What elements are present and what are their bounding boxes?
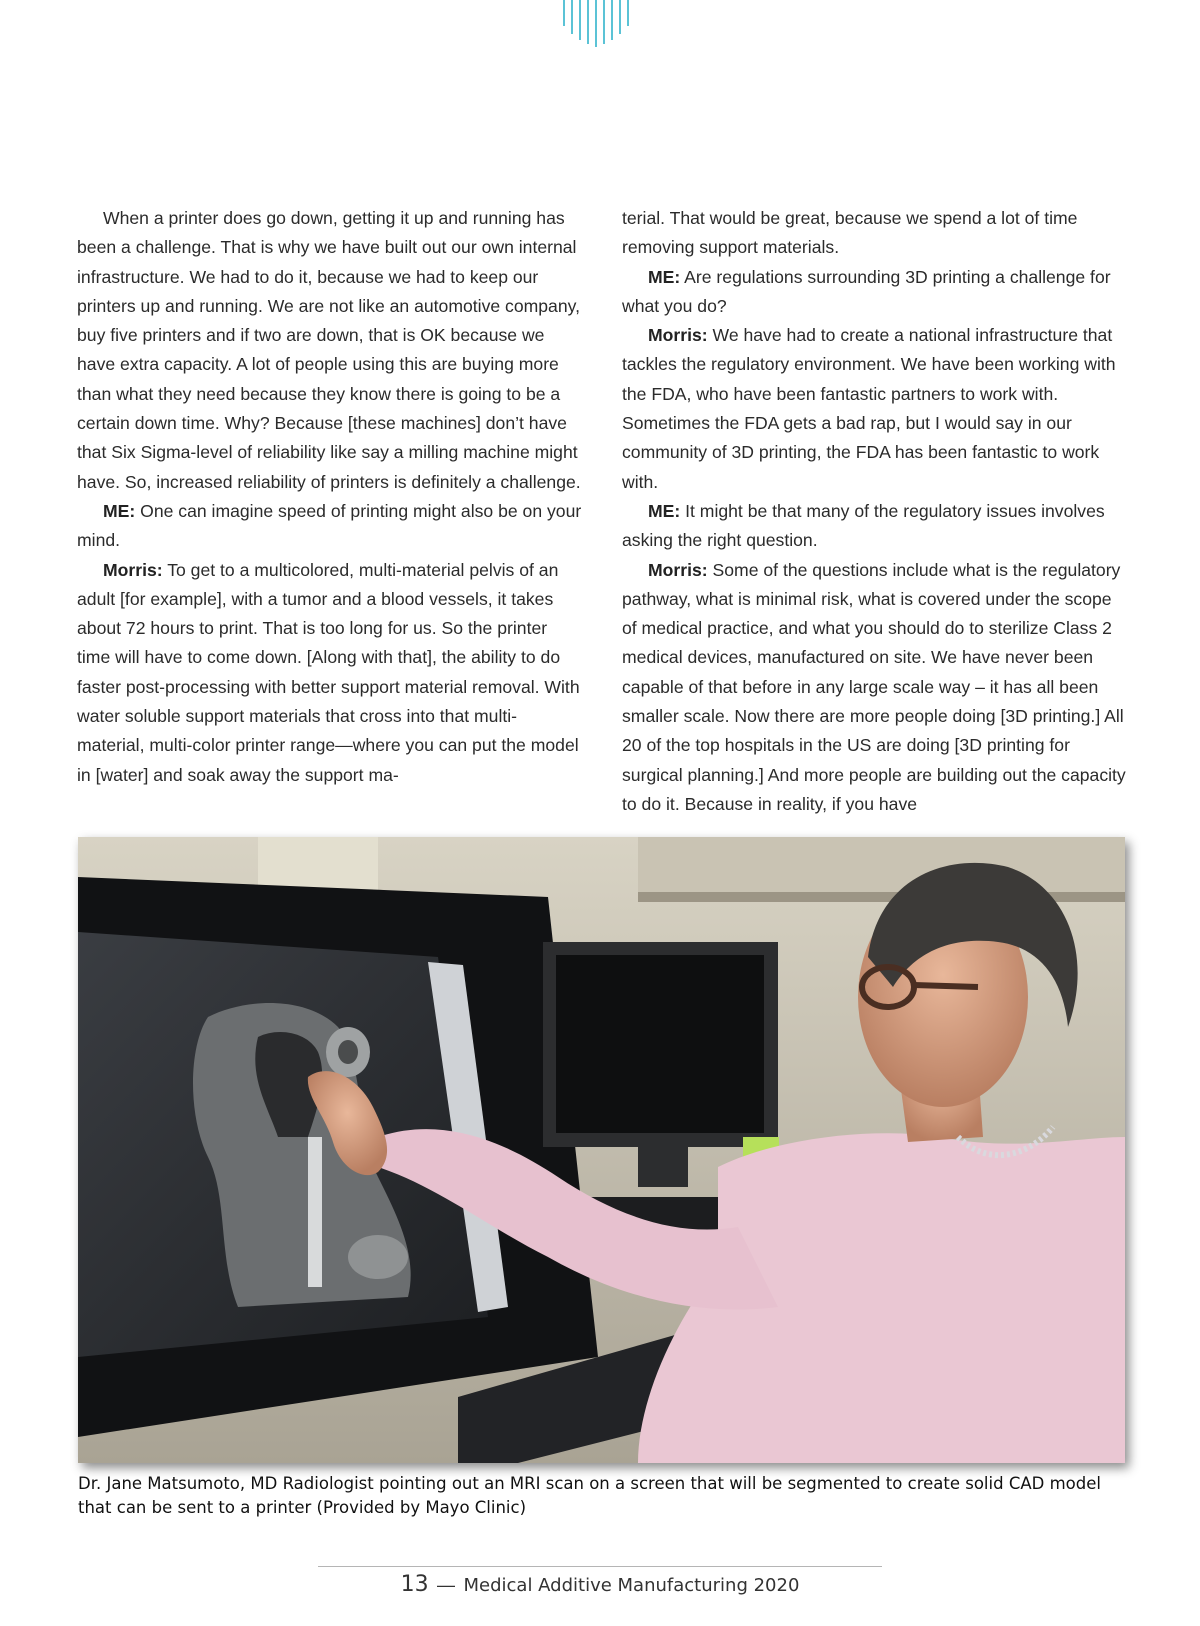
article-column-right (622, 204, 1128, 819)
speaker-label: Morris: (648, 559, 708, 580)
paragraph: ME: Are regulations surrounding 3D printing a challenge for what you do? (622, 266, 1111, 316)
speaker-label: Morris: (648, 325, 708, 346)
paragraph: Morris: We have had to create a national infrastructure that tackles the regulatory environment. We have been working with the FDA, who have been fantastic partners to work with. Sometimes the FDA gets a bad rap, but I would say in our community of 3D printing, the FDA has been fantastic to work with. (622, 325, 1116, 492)
paragraph: ME: It might be that many of the regulatory issues involves asking the right question. (622, 500, 1105, 551)
speaker-label: ME: (648, 500, 681, 521)
page-number: 13 (400, 1572, 429, 1597)
publication-title: Medical Additive Manufacturing 2020 (463, 1575, 800, 1596)
speaker-label: ME: (103, 500, 136, 521)
footer-divider (318, 1566, 882, 1567)
paragraph: When a printer does go down, getting it up and running has been a challenge. That is why we have built out our own internal infrastructure. We had to do it, because we had to keep our printers up and running. We are not like an automotive company, buy five printers and if two are down, that is OK because we have extra capacity. A lot of people using this are buying more than what they need because they know there is going to be a certain down time. Why? Because [these machines] don’t have that Six Sigma-level of reliability like say a milling machine might have. So, increased reliability of printers is definitely a challenge. (77, 208, 581, 492)
photo-caption: Dr. Jane Matsumoto, MD Radiologist pointing out an MRI scan on a screen that will be segmented to create solid CAD model that can be sent to a printer (Provided by Mayo Clinic) (78, 1474, 1101, 1517)
speaker-label: ME: (648, 266, 681, 287)
article-column-left (77, 204, 583, 790)
speaker-label: Morris: (103, 559, 163, 580)
decorative-stripes-icon (560, 0, 640, 48)
paragraph: Morris: Some of the questions include what is the regulatory pathway, what is minimal risk, what is covered under the scope of medical practice, and what you should do to sterilize Class 2 medical devices, manufactured on site. We have never been capable of that before in any large scale way – it has all been smaller scale. Now there are more people doing [3D printing.] All 20 of the top hospitals in the US are doing [3D printing for surgical planning.] And more people are building out the capacity to do it. Because in reality, if you have (622, 559, 1126, 814)
page-footer (318, 1572, 882, 1597)
photo-radiologist-screen (78, 837, 1125, 1463)
paragraph: terial. That would be great, because we spend a lot of time removing support materials. (622, 208, 1078, 258)
paragraph: ME: One can imagine speed of printing might also be on your mind. (77, 500, 582, 551)
footer-separator: — (437, 1575, 456, 1595)
paragraph: Morris: To get to a multicolored, multi-material pelvis of an adult [for example], with a tumor and a blood vessels, it takes about 72 hours to print. That is too long for us. So the printer time will have to come down. [Along with that], the ability to do faster post-processing with better support material removal. With water soluble support materials that cross into that multi-material, multi-color printer range—where you can put the model in [water] and soak away the support ma- (77, 559, 580, 785)
